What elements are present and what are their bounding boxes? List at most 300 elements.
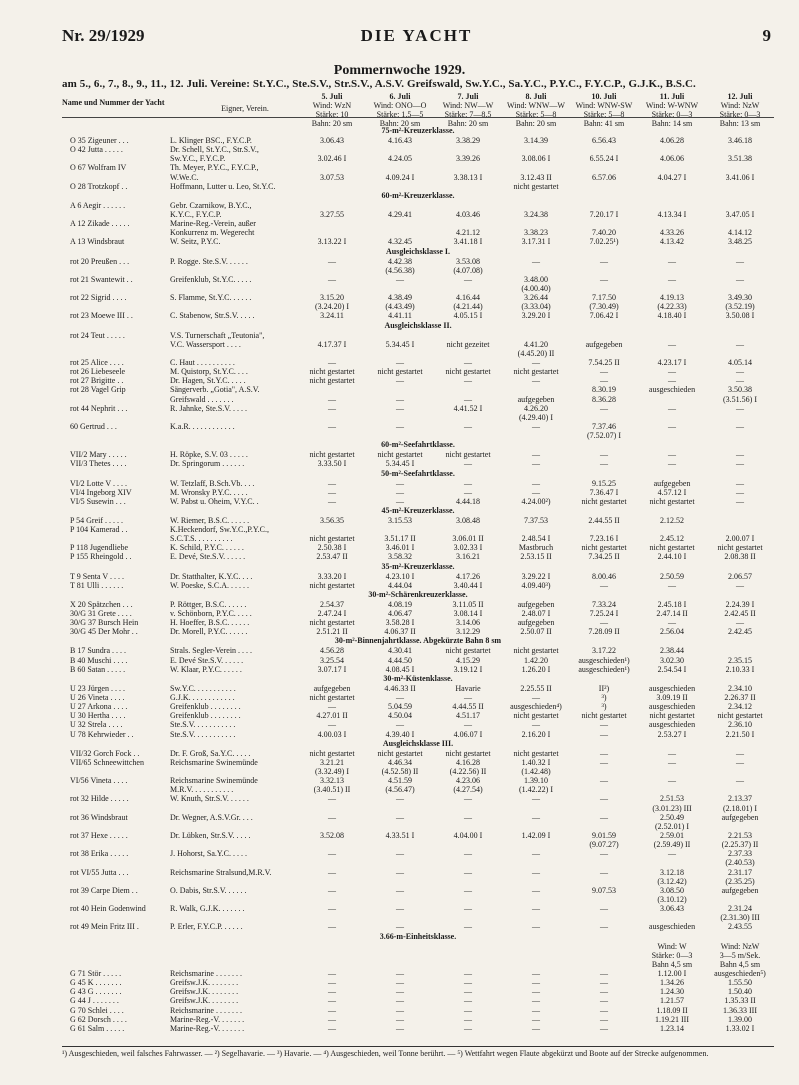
- page-number: 9: [762, 26, 771, 45]
- result-cell: 4.06.07 I: [453, 729, 483, 739]
- owner-club: C. Stabenow, Str.S.V. . . . .: [170, 311, 255, 321]
- yacht-name: T 81 Ulli . . . . . .: [70, 580, 124, 590]
- result-cell: 2.34.12: [728, 702, 752, 712]
- result-cell: (2.52.01) I: [655, 821, 689, 831]
- result-cell: —: [736, 339, 744, 349]
- day-course: Bahn: 20 sm: [379, 119, 421, 128]
- result-cell: —: [464, 794, 472, 804]
- result-cell: (3.40.51) II: [313, 785, 351, 795]
- day-wind: Wind: WNW—W: [507, 101, 565, 110]
- day-column-header: [300, 92, 364, 128]
- result-cell: —: [396, 904, 404, 914]
- result-cell: —: [532, 1014, 540, 1024]
- yacht-name: rot 27 Brigitte . .: [70, 376, 124, 386]
- result-cell: —: [328, 867, 336, 877]
- result-cell: —: [328, 720, 336, 730]
- day-strength: Stärke: 1,5—5: [376, 110, 424, 119]
- day-column-header: [504, 92, 568, 128]
- result-cell: 1.40.32 I: [521, 757, 551, 767]
- result-cell: —: [328, 1014, 336, 1024]
- table-row: [62, 913, 774, 922]
- result-cell: nicht gestartet: [513, 748, 559, 758]
- result-cell: nicht gestartet: [377, 450, 423, 460]
- day-column-header: [436, 92, 500, 128]
- result-cell: —: [600, 922, 608, 932]
- owner-club: Marine-Reg.-V. . . . . . .: [170, 1023, 245, 1033]
- table-row: [62, 978, 774, 987]
- result-cell: —: [328, 394, 336, 404]
- result-cell: —: [464, 720, 472, 730]
- result-cell: —: [668, 274, 676, 284]
- result-cell: (4.29.40) I: [519, 412, 553, 422]
- result-cell: 3.41.06 I: [725, 172, 755, 182]
- result-cell: nicht gestartet: [309, 580, 355, 590]
- result-cell: 3.12.43 II: [520, 172, 552, 182]
- result-cell: 2.16.20 I: [521, 729, 551, 739]
- result-cell: 2.53.15 II: [520, 552, 552, 562]
- owner-club: W. Pabst u. Oheim, V.Y.C. .: [170, 496, 259, 506]
- result-cell: 4.51.17: [456, 711, 480, 721]
- table-row: [62, 219, 774, 228]
- table-row: [62, 145, 774, 154]
- yacht-name: T 9 Senta V . . . .: [70, 571, 125, 581]
- result-cell: 1.42.20: [524, 655, 548, 665]
- class-heading: 30-m²-Binnenjahrtklasse. Abgekürzte Bahn 8 sm: [334, 636, 502, 646]
- result-cell: nicht gestartet: [581, 496, 627, 506]
- table-row: [62, 182, 774, 191]
- result-cell: 3.08.14 I: [453, 609, 483, 619]
- owner-club: W. Poeske, S.C.A. . . . . .: [170, 580, 250, 590]
- result-cell: nicht gestartet: [581, 543, 627, 553]
- result-cell: 2.35.15: [728, 655, 752, 665]
- result-cell: —: [532, 794, 540, 804]
- owner-club: Hoffmann, Lutter u. Leo, St.Y.C.: [170, 181, 276, 191]
- result-cell: 3.14.39: [524, 136, 548, 145]
- result-cell: —: [328, 968, 336, 978]
- result-cell: —: [736, 274, 744, 284]
- result-cell: 3.07.17 I: [317, 664, 347, 674]
- result-cell: —: [736, 403, 744, 413]
- owner-club: W.We.C.: [170, 172, 199, 182]
- column-header-owner: Eigner, Verein.: [221, 104, 269, 113]
- result-cell: 3.08.06 I: [521, 154, 551, 164]
- result-cell: 2.44.10 I: [657, 552, 687, 562]
- result-cell: nicht gestartet: [309, 376, 355, 386]
- result-cell: —: [600, 748, 608, 758]
- result-cell: 1.39.10: [524, 776, 548, 786]
- result-cell: (3.10.12): [657, 894, 687, 904]
- day-column-header: [708, 92, 772, 128]
- owner-club: K.Y.C., F.Y.C.P.: [170, 209, 222, 219]
- result-cell: ausgeschieden: [648, 720, 696, 730]
- table-row: [62, 684, 774, 693]
- owner-club: E. Devé Ste.S.V. . . . . .: [170, 655, 244, 665]
- table-row: [62, 367, 774, 376]
- result-cell: 2.48.07 I: [521, 609, 551, 619]
- result-cell: 9.01.59: [592, 831, 616, 840]
- result-cell: 8.30.19: [592, 385, 616, 395]
- result-cell: 3.48.25: [728, 237, 752, 247]
- owner-club: S. Flamme, St.Y.C. . . . . .: [170, 293, 252, 303]
- result-cell: 2.47.24 I: [317, 609, 347, 619]
- result-cell: —: [328, 978, 336, 988]
- result-cell: nicht gestartet: [649, 496, 695, 506]
- owner-club: W. Seitz, P.Y.C.: [170, 237, 221, 247]
- yacht-name: 30/G 45 Der Mohr . .: [70, 627, 138, 637]
- result-cell: —: [736, 421, 744, 431]
- result-cell: —: [464, 987, 472, 997]
- result-cell: nicht gestartet: [513, 181, 559, 191]
- owner-club: Th. Meyer, P.Y.C., F.Y.C.P.,: [170, 163, 259, 173]
- result-cell: 4.16.44: [456, 293, 480, 303]
- result-cell: —: [328, 1023, 336, 1033]
- result-cell: —: [736, 580, 744, 590]
- table-row: [62, 730, 774, 739]
- result-cell: (4.43.49): [385, 302, 415, 312]
- result-cell: —: [328, 904, 336, 914]
- result-cell: —: [464, 1014, 472, 1024]
- result-cell: 1.50.40: [728, 987, 752, 997]
- result-cell: 4.15.29: [456, 655, 480, 665]
- article-subtitle: am 5., 6., 7., 8., 9., 11., 12. Juli. Vereine: St.Y.C., Ste.S.V., Str.S.V., A.S.V. Greifswald, Sw.Y.C., Sa.Y.C., P.Y.C., F.Y.C.P., G.J.K., B.S.C.: [62, 78, 696, 90]
- result-cell: —: [600, 812, 608, 822]
- result-cell: nicht gezeitet: [446, 339, 490, 349]
- table-row: [62, 646, 774, 655]
- result-cell: 3.02.33 I: [453, 543, 483, 553]
- result-cell: 7.20.17 I: [589, 209, 619, 219]
- table-row: [62, 311, 774, 320]
- result-cell: —: [464, 357, 472, 367]
- result-cell: —: [396, 885, 404, 895]
- result-cell: 1.12.00 I: [657, 968, 687, 978]
- table-row: [62, 210, 774, 219]
- class-heading: 60-m²-Seefahrtklasse.: [381, 440, 455, 450]
- result-cell: Wind: W: [657, 941, 687, 951]
- result-cell: 3.12.29: [456, 627, 480, 637]
- owner-club: Gebr. Czarnikow, B.Y.C.,: [170, 200, 252, 210]
- yacht-name: G 70 Schlei . . . .: [70, 1005, 124, 1015]
- table-row: [62, 572, 774, 581]
- result-cell: 4.13.42: [660, 237, 684, 247]
- result-cell: —: [328, 812, 336, 822]
- result-cell: —: [396, 421, 404, 431]
- result-cell: (4.52.58) II: [381, 767, 419, 777]
- result-cell: —: [600, 849, 608, 859]
- result-cell: (1.42.22) I: [519, 785, 553, 795]
- table-row: [62, 794, 774, 803]
- result-cell: 2.47.14 II: [656, 609, 688, 619]
- owner-club: K. Schild, P.Y.C. . . . . .: [170, 543, 244, 553]
- result-cell: (7.30.49): [589, 302, 619, 312]
- result-cell: —: [668, 450, 676, 460]
- result-cell: 3.33.50 I: [317, 459, 347, 469]
- yacht-name: VII/65 Schneewittchen: [70, 757, 144, 767]
- result-cell: —: [464, 421, 472, 431]
- yacht-name: G 71 Stör . . . . .: [70, 968, 122, 978]
- result-cell: 7.37.53: [524, 515, 548, 525]
- result-cell: (4.07.08): [453, 265, 483, 275]
- table-row: [62, 877, 774, 886]
- result-cell: (2.18.01) I: [723, 803, 757, 813]
- result-cell: —: [532, 693, 540, 703]
- result-cell: 3.26.44: [524, 293, 548, 303]
- result-cell: —: [464, 487, 472, 497]
- result-cell: aufgegeben: [517, 394, 555, 404]
- result-cell: (1.42.48): [521, 767, 551, 777]
- yacht-name: rot 49 Mein Fritz III .: [70, 922, 139, 932]
- result-cell: —: [532, 885, 540, 895]
- result-cell: Havarie: [455, 683, 481, 693]
- result-cell: —: [736, 487, 744, 497]
- owner-club: Dr. Springorum . . . . . .: [170, 459, 245, 469]
- result-cell: 4.18.40 I: [657, 311, 687, 321]
- class-heading: 75-m²-Kreuzerklasse.: [381, 126, 455, 135]
- owner-club: Greifsw.J.K. . . . . . . .: [170, 978, 239, 988]
- yacht-name: U 26 Vineta . . . .: [70, 693, 125, 703]
- result-cell: (3.52.19): [725, 302, 755, 312]
- result-cell: —: [668, 776, 676, 786]
- result-cell: 4.16.28: [456, 757, 480, 767]
- table-row: [62, 534, 774, 543]
- result-cell: —: [668, 580, 676, 590]
- result-cell: nicht gestartet: [649, 711, 695, 721]
- result-cell: nicht gestartet: [445, 646, 491, 656]
- result-cell: 2.53.27 I: [657, 729, 687, 739]
- day-wind: Wind: W-WNW: [645, 101, 699, 110]
- table-row: [62, 488, 774, 497]
- result-cell: aufgegeben: [313, 683, 351, 693]
- owner-club: S.C.T.S. . . . . . . . . .: [170, 534, 233, 544]
- result-cell: —: [532, 968, 540, 978]
- result-cell: 4.44.04: [388, 580, 412, 590]
- result-cell: 2.10.33 I: [725, 664, 755, 674]
- result-cell: 4.29.41: [388, 209, 412, 219]
- table-row: [62, 831, 774, 840]
- owner-club: Greifsw.J.K. . . . . . . .: [170, 996, 239, 1006]
- result-cell: —: [668, 376, 676, 386]
- result-cell: 3.16.21: [456, 552, 480, 562]
- result-cell: —: [736, 459, 744, 469]
- yacht-name: B 60 Satan . . . . .: [70, 664, 126, 674]
- result-cell: —: [736, 478, 744, 488]
- result-cell: —: [668, 618, 676, 628]
- result-cell: 7.23.16 I: [589, 534, 619, 544]
- result-cell: —: [600, 996, 608, 1006]
- result-cell: 2.51.21 II: [316, 627, 348, 637]
- day-date: 11. Juli: [659, 92, 685, 101]
- result-cell: 3.27.55: [320, 209, 344, 219]
- result-cell: 3.39.26: [456, 154, 480, 164]
- result-cell: nicht gestartet: [513, 367, 559, 377]
- result-cell: —: [328, 256, 336, 266]
- result-cell: (4.56.47): [385, 785, 415, 795]
- result-cell: 9.15.25: [592, 478, 616, 488]
- result-cell: 4.23.17 I: [657, 357, 687, 367]
- result-cell: 2.25.55 II: [520, 683, 552, 693]
- day-date: 12. Juli: [727, 92, 753, 101]
- result-cell: 1.35.33 II: [724, 996, 756, 1006]
- table-row: [62, 840, 774, 849]
- table-row: [62, 758, 774, 767]
- yacht-name: G 44 J . . . . . . .: [70, 996, 119, 1006]
- header-rule: [62, 117, 774, 118]
- result-cell: ausgeschieden: [648, 922, 696, 932]
- result-cell: 4.41.11: [388, 311, 412, 321]
- owner-club: Dr. Wegner, A.S.V.Gr. . . .: [170, 812, 253, 822]
- yacht-name: rot 20 Preußen . . .: [70, 256, 130, 266]
- result-cell: —: [532, 459, 540, 469]
- table-row: [62, 302, 774, 311]
- day-date: 8. Juli: [525, 92, 547, 101]
- yacht-name: 60 Gertrud . . .: [70, 421, 117, 431]
- result-cell: 2.21.50 I: [725, 729, 755, 739]
- result-cell: 2.13.37: [728, 794, 752, 804]
- result-cell: 4.44.18: [456, 496, 480, 506]
- result-cell: 6.55.24 I: [589, 154, 619, 164]
- result-cell: —: [600, 968, 608, 978]
- table-row: [62, 293, 774, 302]
- result-cell: 7.33.24: [592, 599, 616, 609]
- class-heading: Ausgleichsklasse I.: [385, 246, 450, 256]
- result-cell: nicht gestartet: [445, 450, 491, 460]
- result-cell: ausgeschieden⁴): [510, 702, 562, 712]
- result-cell: (3.32.49) I: [315, 767, 349, 777]
- result-cell: 3.48.00: [524, 274, 548, 284]
- result-cell: 3.53.08: [456, 256, 480, 266]
- result-cell: 4.56.28: [320, 646, 344, 656]
- result-cell: —: [532, 996, 540, 1006]
- table-row: [62, 720, 774, 729]
- result-cell: 4.23.06: [456, 776, 480, 786]
- result-cell: 2.54.37: [320, 599, 344, 609]
- result-cell: —: [668, 459, 676, 469]
- result-cell: —: [736, 496, 744, 506]
- result-cell: —: [600, 367, 608, 377]
- table-row: [62, 711, 774, 720]
- table-row: [62, 665, 774, 674]
- result-cell: —: [600, 450, 608, 460]
- result-cell: 3—5 m/Sek.: [719, 950, 761, 960]
- result-cell: 2.50.38 I: [317, 543, 347, 553]
- result-cell: 3.17.22: [592, 646, 616, 656]
- result-cell: 4.04.00 I: [453, 831, 483, 840]
- class-heading: Ausgleichsklasse III.: [382, 738, 454, 748]
- result-cell: 3.15.53: [388, 515, 412, 525]
- yacht-name: VII/2 Mary . . . . .: [70, 450, 127, 460]
- yacht-name: VII/32 Gorch Fock . .: [70, 748, 140, 758]
- result-cell: 2.06.57: [728, 571, 752, 581]
- owner-club: W. Riemer, B.S.C. . . . . .: [170, 515, 250, 525]
- result-cell: —: [600, 978, 608, 988]
- result-cell: —: [532, 720, 540, 730]
- result-cell: —: [532, 812, 540, 822]
- result-cell: —: [600, 580, 608, 590]
- result-cell: Bahn 4,5 sm: [651, 959, 693, 969]
- result-cell: —: [532, 421, 540, 431]
- result-cell: 4.50.04: [388, 711, 412, 721]
- yacht-name: G 62 Dorsch . . . .: [70, 1014, 127, 1024]
- result-cell: 8.36.28: [592, 394, 616, 404]
- result-cell: ausgeschieden¹): [578, 664, 630, 674]
- result-cell: 7.02.25¹): [589, 237, 619, 247]
- result-cell: —: [600, 459, 608, 469]
- result-cell: 3.12.18: [660, 867, 684, 877]
- result-cell: 2.50.59: [660, 571, 684, 581]
- result-cell: —: [464, 459, 472, 469]
- result-cell: 3.29.22 I: [521, 571, 551, 581]
- result-cell: —: [328, 421, 336, 431]
- result-cell: —: [328, 885, 336, 895]
- result-cell: 3.17.31 I: [521, 237, 551, 247]
- result-cell: 2.56.04: [660, 627, 684, 637]
- owner-club: Marine-Reg.-Verein, außer: [170, 219, 256, 229]
- owner-club: E. Devé, Ste.S.V. . . . . .: [170, 552, 246, 562]
- result-cell: 4.14.12: [728, 228, 752, 238]
- result-cell: nicht gestartet: [717, 543, 763, 553]
- result-cell: 7.06.42 I: [589, 311, 619, 321]
- result-cell: 4.33.26: [660, 228, 684, 238]
- result-cell: 3.32.13: [320, 776, 344, 786]
- result-cell: —: [464, 978, 472, 988]
- yacht-name: P 155 Rheingold . .: [70, 552, 132, 562]
- result-cell: aufgegeben: [517, 599, 555, 609]
- result-cell: (2.59.49) II: [653, 840, 691, 850]
- yacht-name: VI/2 Lotte V . . . .: [70, 478, 128, 488]
- owner-club: Reichsmarine . . . . . . .: [170, 968, 242, 978]
- result-cell: —: [532, 904, 540, 914]
- result-cell: —: [736, 367, 744, 377]
- result-cell: 3.14.06: [456, 618, 480, 628]
- owner-club: K.a.R. . . . . . . . . . . .: [170, 421, 235, 431]
- table-row: [62, 822, 774, 831]
- day-course: Bahn: 13 sm: [719, 119, 761, 128]
- result-cell: 3.06.43: [320, 136, 344, 145]
- owner-club: Reichsmarine Swinemünde: [170, 776, 258, 786]
- result-cell: 4.32.45: [388, 237, 412, 247]
- result-cell: 1.39.00: [728, 1014, 752, 1024]
- result-cell: nicht gestartet: [309, 748, 355, 758]
- result-cell: —: [328, 403, 336, 413]
- result-cell: —: [532, 376, 540, 386]
- owner-club: L. Klinger BSC., F.Y.C.P.: [170, 136, 252, 145]
- table-row: [62, 886, 774, 895]
- owner-club: M.R.V. . . . . . . . . . .: [170, 785, 234, 795]
- owner-club: R. Jahnke, Ste.S.V. . . . .: [170, 403, 247, 413]
- result-cell: (4.00.40): [521, 283, 551, 293]
- result-cell: —: [396, 274, 404, 284]
- table-row: [62, 922, 774, 931]
- class-heading: 60-m²-Kreuzerklasse.: [381, 190, 455, 200]
- result-cell: 2.37.33: [728, 849, 752, 859]
- result-cell: —: [464, 996, 472, 1006]
- result-cell: —: [396, 496, 404, 506]
- result-cell: II²): [598, 683, 610, 693]
- result-cell: —: [736, 256, 744, 266]
- result-cell: —: [600, 867, 608, 877]
- yacht-name: rot 37 Hexe . . . . .: [70, 831, 128, 840]
- result-cell: nicht gestartet: [309, 367, 355, 377]
- result-cell: 7.34.25 II: [588, 552, 620, 562]
- day-strength: Stärke: 0—3: [719, 110, 761, 119]
- day-wind: Wind: NW—W: [442, 101, 494, 110]
- table-row: [62, 431, 774, 440]
- owner-club: O. Dabis, Str.S.V. . . . . .: [170, 885, 247, 895]
- owner-club: Dr. Morell, P.Y.C. . . . . .: [170, 627, 248, 637]
- day-course: Bahn: 20 sm: [311, 119, 353, 128]
- result-cell: 3.07.53: [320, 172, 344, 182]
- yacht-name: O 42 Jutta . . . . .: [70, 145, 123, 155]
- table-row: [62, 776, 774, 785]
